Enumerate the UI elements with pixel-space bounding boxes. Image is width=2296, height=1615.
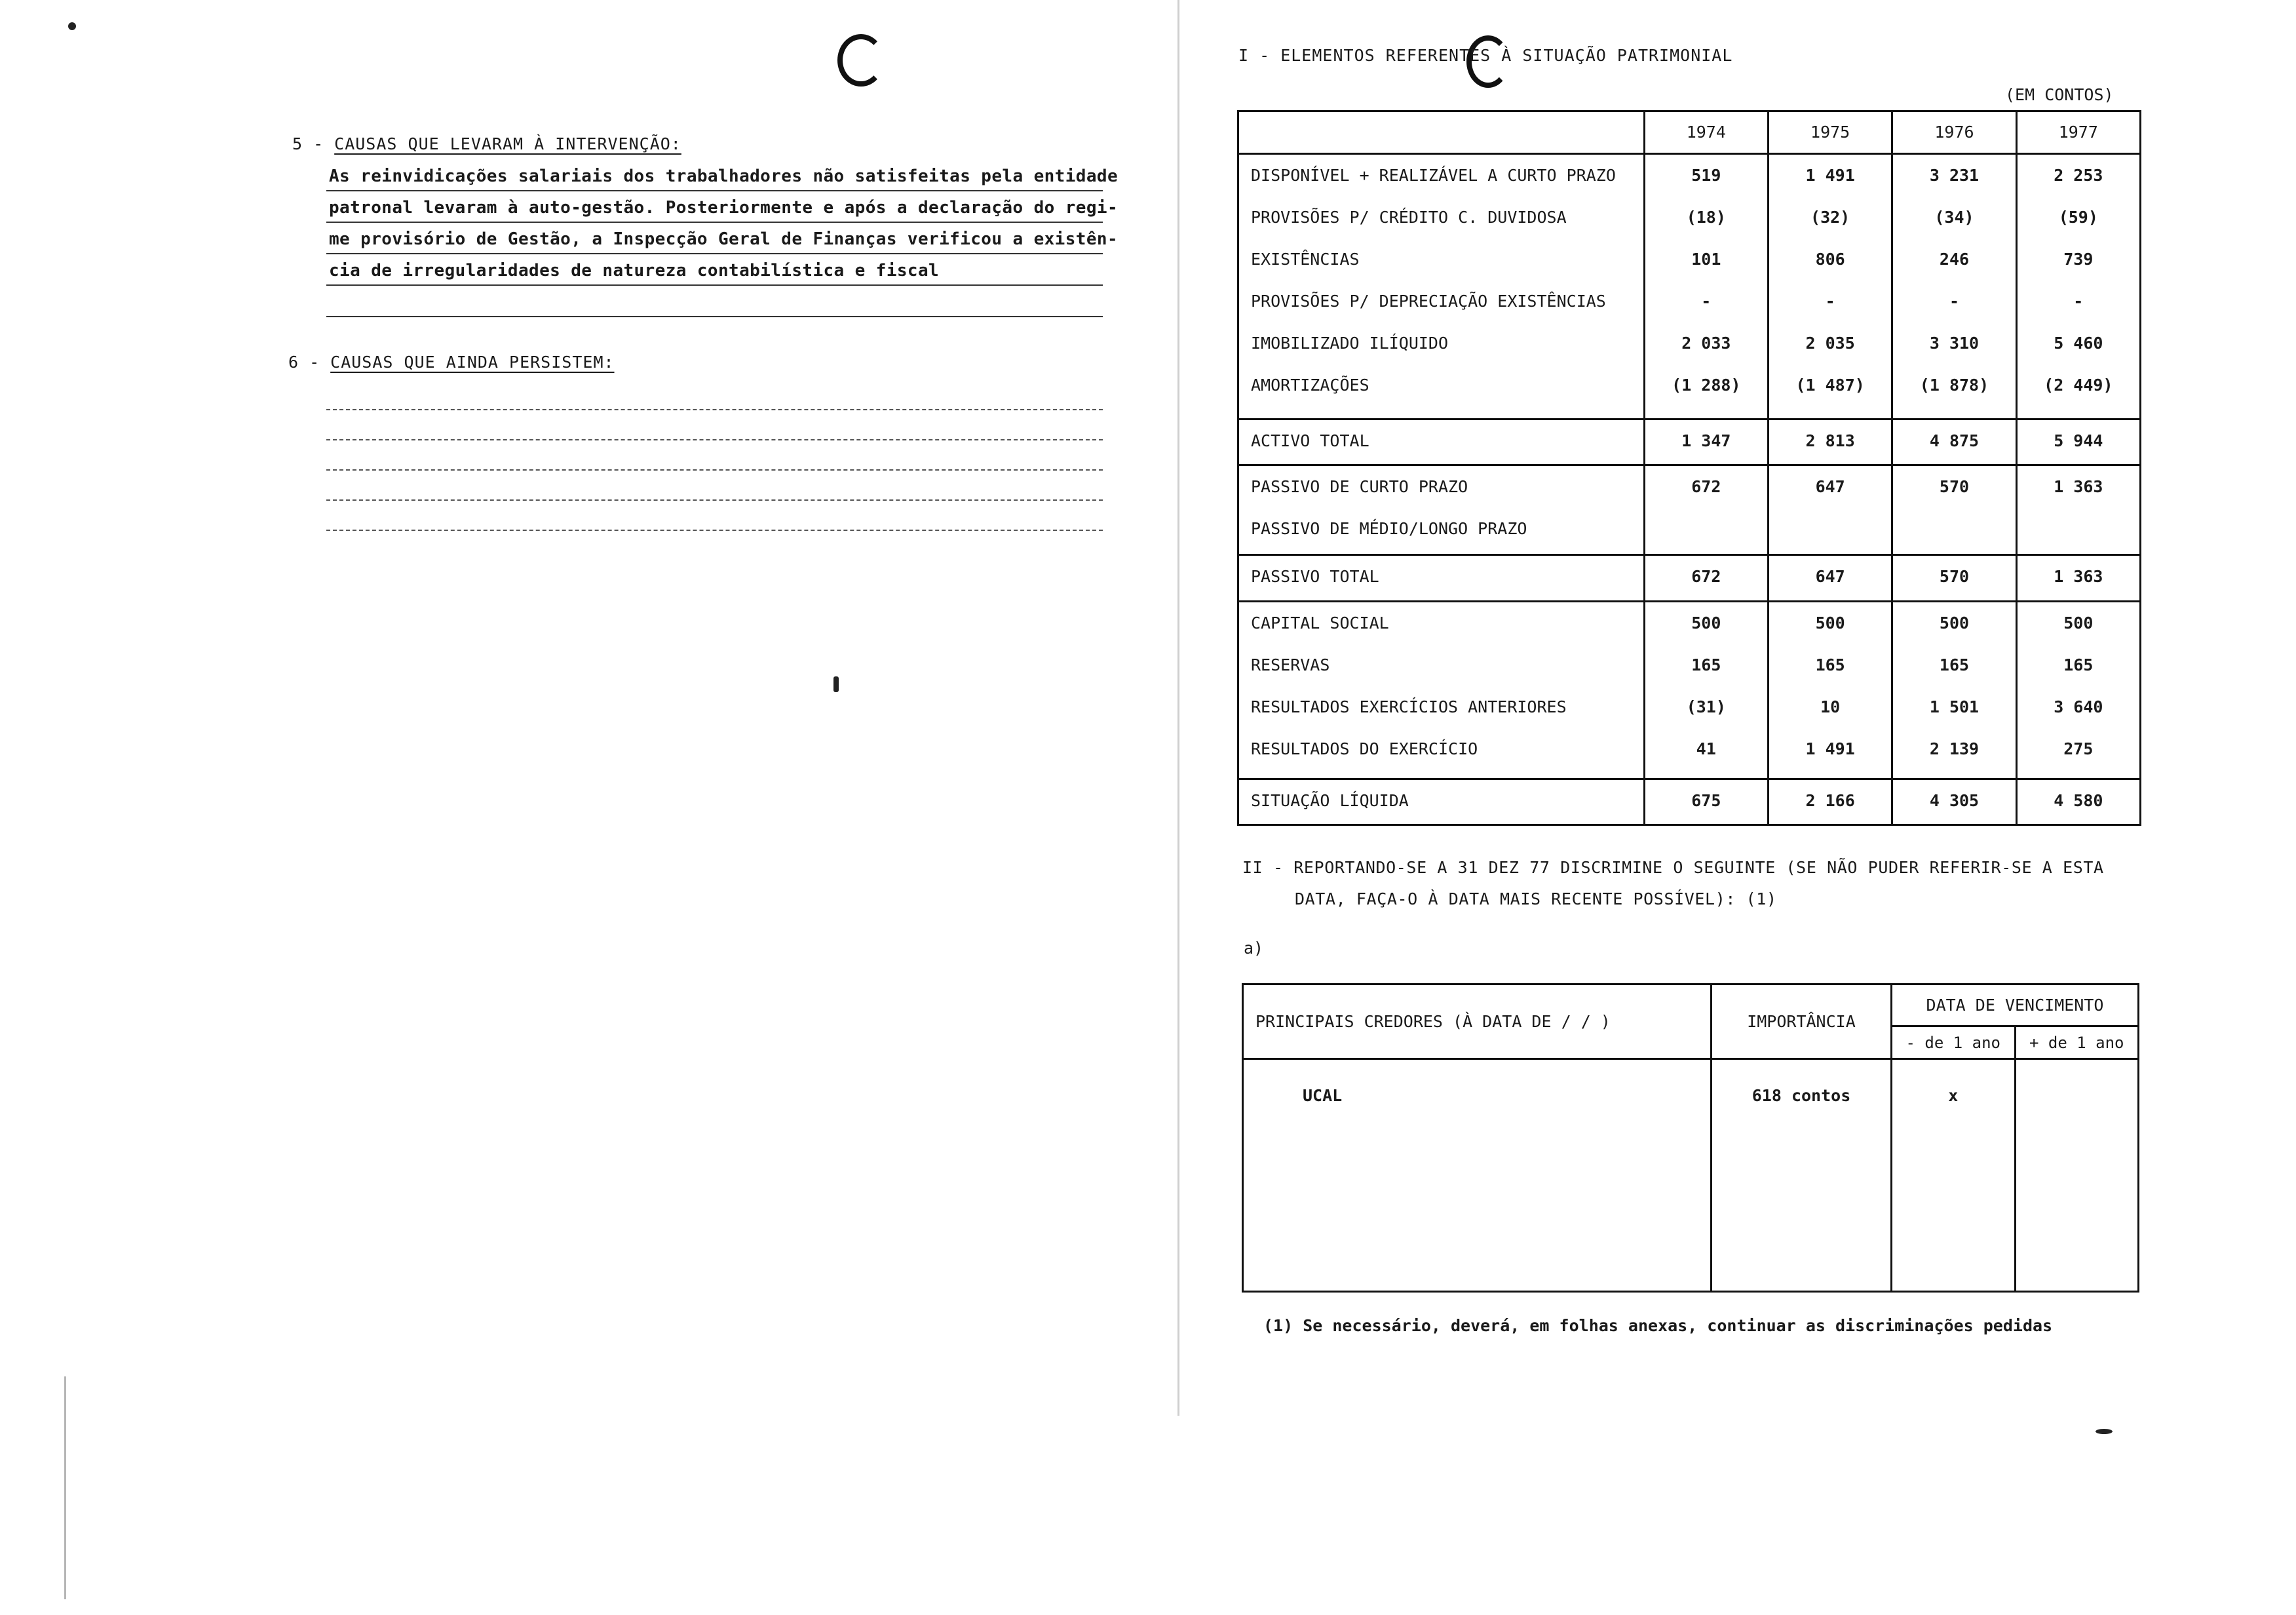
cell-value: 1 501 [1929,697,1980,716]
answer-line [326,286,1103,317]
cell-value: (59) [2058,207,2098,227]
year-header: 1974 [1644,111,1768,154]
group-labels [1238,153,1645,419]
section-1-title: I - ELEMENTOS REFERENTES À SITUAÇÃO PATRIMONIAL [1238,46,1733,65]
cell-value: (1 487) [1795,375,1865,395]
section-2-line: II - REPORTANDO-SE A 31 DEZ 77 DISCRIMINE O SEGUINTE (SE NÃO PUDER REFERIR-SE A ESTA [1242,858,2104,877]
section-6-number: 6 - [288,353,320,372]
cell-value: 10 [1820,697,1841,716]
section-6-answer [326,380,1103,531]
year-values [1892,419,2016,465]
year-values [1892,601,2016,779]
cell-value: (1 288) [1672,375,1741,395]
cell-value: 1 491 [1805,739,1855,758]
answer-line [326,191,1118,223]
cell-value: 500 [2063,613,2094,632]
row-label: CAPITAL SOCIAL [1251,613,1389,632]
cell-value: 165 [1939,655,1970,674]
cell-value: 5 944 [2054,431,2103,451]
row-label: AMORTIZAÇÕES [1251,375,1369,395]
answer-text: patronal levaram à auto-gestão. Posteriormente e após a declaração do regi- [329,198,1118,218]
year-values [2016,419,2140,465]
year-values [1644,601,1768,779]
cell-value: 41 [1696,739,1716,758]
cell-value: 165 [1691,655,1721,674]
year-values [1644,779,1768,825]
cell-value [2018,508,2139,550]
cell-value: 2 033 [1681,333,1731,353]
year-values [1768,779,1892,825]
cell-value: 3 640 [2054,697,2103,716]
year-values [1644,465,1768,555]
col-less-1-year: - de 1 ano [1892,1026,2016,1059]
scan-speck [2095,1429,2113,1434]
row-label: PASSIVO DE MÉDIO/LONGO PRAZO [1251,519,1527,539]
year-values [2016,555,2140,601]
year-values [1892,465,2016,555]
col-more-1-year: + de 1 ano [2015,1026,2139,1059]
balance-group [1238,465,2141,555]
year-values [1768,465,1892,555]
cell-value: - [1701,291,1712,311]
creditors-table [1242,983,2139,1293]
cell-value: 2 035 [1805,333,1855,353]
section-6-title: CAUSAS QUE AINDA PERSISTEM: [330,353,615,372]
answer-text: me provisório de Gestão, a Inspecção Geral de Finanças verificou a existên- [329,229,1118,249]
cell-value [1893,508,2015,550]
scan-speck [68,22,76,30]
cell-value: 672 [1691,567,1721,587]
page-fold [1177,0,1179,1416]
cell-value: 1 363 [2054,477,2103,497]
section-5-answer [326,160,1118,317]
balance-group [1238,555,2141,601]
year-header: 1977 [2016,111,2140,154]
cell-value: 1 491 [1805,165,1855,185]
balance-group [1238,601,2141,779]
year-header: 1976 [1892,111,2016,154]
header-label-cell [1238,111,1645,154]
year-values [1644,153,1768,419]
year-values [1644,419,1768,465]
cell-value: 739 [2063,249,2094,269]
year-values [2016,779,2140,825]
answer-text: cia de irregularidades de natureza contabilística e fiscal [329,261,940,281]
cell-value: 2 253 [2054,165,2103,185]
cell-value: (32) [1810,207,1850,227]
cell-value: 246 [1939,249,1970,269]
year-values [1768,555,1892,601]
cell-value: 1 363 [2054,567,2103,587]
cell-value: (31) [1686,697,1726,716]
unit-note: (EM CONTOS) [2005,85,2114,104]
cell-value: 3 310 [1929,333,1980,353]
cell-value: 2 813 [1805,431,1855,451]
cell-value: 101 [1691,249,1721,269]
row-label: PASSIVO DE CURTO PRAZO [1251,477,1468,497]
balance-group [1238,153,2141,419]
cell-value: 1 347 [1681,431,1731,451]
scan-speck [833,676,839,692]
year-values [1892,153,2016,419]
cell-value: 500 [1815,613,1845,632]
cell-value: - [1949,291,1959,311]
cell-value: 5 460 [2054,333,2103,353]
table-header-row [1238,111,2141,154]
balance-group [1238,779,2141,825]
year-values [1768,601,1892,779]
year-values [1892,779,2016,825]
cell-value: 672 [1691,477,1721,497]
answer-text: As reinvidicações salariais dos trabalhadores não satisfeitas pela entidade [329,166,1118,186]
row-label: PROVISÕES P/ CRÉDITO C. DUVIDOSA [1251,207,1567,227]
answer-line [326,440,1103,471]
footnote: (1) Se necessário, deverá, em folhas anexas, continuar as discriminações pedidas [1263,1316,2053,1335]
group-labels [1238,601,1645,779]
year-header: 1975 [1768,111,1892,154]
subsection-a-label: a) [1244,939,1264,958]
cell-value: (1 878) [1919,375,1989,395]
answer-line [326,160,1118,191]
section-2-line: DATA, FAÇA-O À DATA MAIS RECENTE POSSÍVEL): (1) [1295,889,1777,908]
year-values [1892,555,2016,601]
creditor-amount: 618 contos [1712,1059,1892,1292]
row-label: EXISTÊNCIAS [1251,249,1360,269]
row-label: RESERVAS [1251,655,1330,674]
section-6-heading [288,353,615,372]
creditor-more-1-year [2015,1059,2139,1292]
year-values [1768,153,1892,419]
row-label: SITUAÇÃO LÍQUIDA [1251,790,1409,810]
cell-value: 647 [1815,477,1845,497]
cell-value: 165 [2063,655,2094,674]
cell-value: - [2073,291,2084,311]
cell-value: 2 166 [1805,790,1855,810]
group-labels [1238,555,1645,601]
cell-value: 570 [1939,567,1970,587]
section-5-number: 5 - [292,134,324,153]
row-label: RESULTADOS EXERCÍCIOS ANTERIORES [1251,697,1567,716]
cell-value [1769,508,1891,550]
cell-value: 500 [1939,613,1970,632]
answer-line [326,471,1103,501]
cell-value [1645,508,1767,550]
col-principal-header: PRINCIPAIS CREDORES (À DATA DE / / ) [1243,984,1712,1059]
row-label: IMOBILIZADO ILÍQUIDO [1251,333,1449,353]
cell-value: 519 [1691,165,1721,185]
group-labels [1238,419,1645,465]
answer-line [326,223,1118,254]
balance-sheet-table [1237,110,2141,826]
year-values [2016,153,2140,419]
row-label: PASSIVO TOTAL [1251,567,1379,587]
group-labels [1238,465,1645,555]
creditor-less-1-year: x [1892,1059,2016,1292]
year-values [1768,419,1892,465]
cell-value: 2 139 [1929,739,1980,758]
cell-value: 675 [1691,790,1721,810]
balance-group [1238,419,2141,465]
cell-value: 500 [1691,613,1721,632]
row-label: DISPONÍVEL + REALIZÁVEL A CURTO PRAZO [1251,165,1616,185]
group-labels [1238,779,1645,825]
creditor-row [1243,1059,2139,1292]
cell-value: 647 [1815,567,1845,587]
answer-line [326,410,1103,440]
cell-value: 3 231 [1929,165,1980,185]
year-values [2016,465,2140,555]
row-label: ACTIVO TOTAL [1251,431,1369,451]
section-5-heading [292,134,681,153]
cell-value: (34) [1934,207,1974,227]
year-values [2016,601,2140,779]
cell-value: (2 449) [2044,375,2113,395]
cell-value: 4 875 [1929,431,1980,451]
cell-value: 275 [2063,739,2094,758]
binding-hole-mark [837,34,885,87]
cell-value: - [1825,291,1835,311]
cell-value: 570 [1939,477,1970,497]
section-5-title: CAUSAS QUE LEVARAM À INTERVENÇÃO: [334,134,681,153]
page-edge [64,1376,66,1599]
col-vencimento-header: DATA DE VENCIMENTO [1892,984,2139,1026]
col-importancia-header: IMPORTÂNCIA [1712,984,1892,1059]
year-values [1644,555,1768,601]
cell-value: 806 [1815,249,1845,269]
answer-line [326,380,1103,410]
cell-value: (18) [1686,207,1726,227]
section-2-text [1242,852,2104,915]
creditor-name: UCAL [1243,1059,1712,1292]
cell-value: 165 [1815,655,1845,674]
row-label: RESULTADOS DO EXERCÍCIO [1251,739,1478,758]
answer-line [326,254,1103,286]
answer-line [326,501,1103,531]
cell-value: 4 580 [2054,790,2103,810]
row-label: PROVISÕES P/ DEPRECIAÇÃO EXISTÊNCIAS [1251,291,1606,311]
cell-value: 4 305 [1929,790,1980,810]
